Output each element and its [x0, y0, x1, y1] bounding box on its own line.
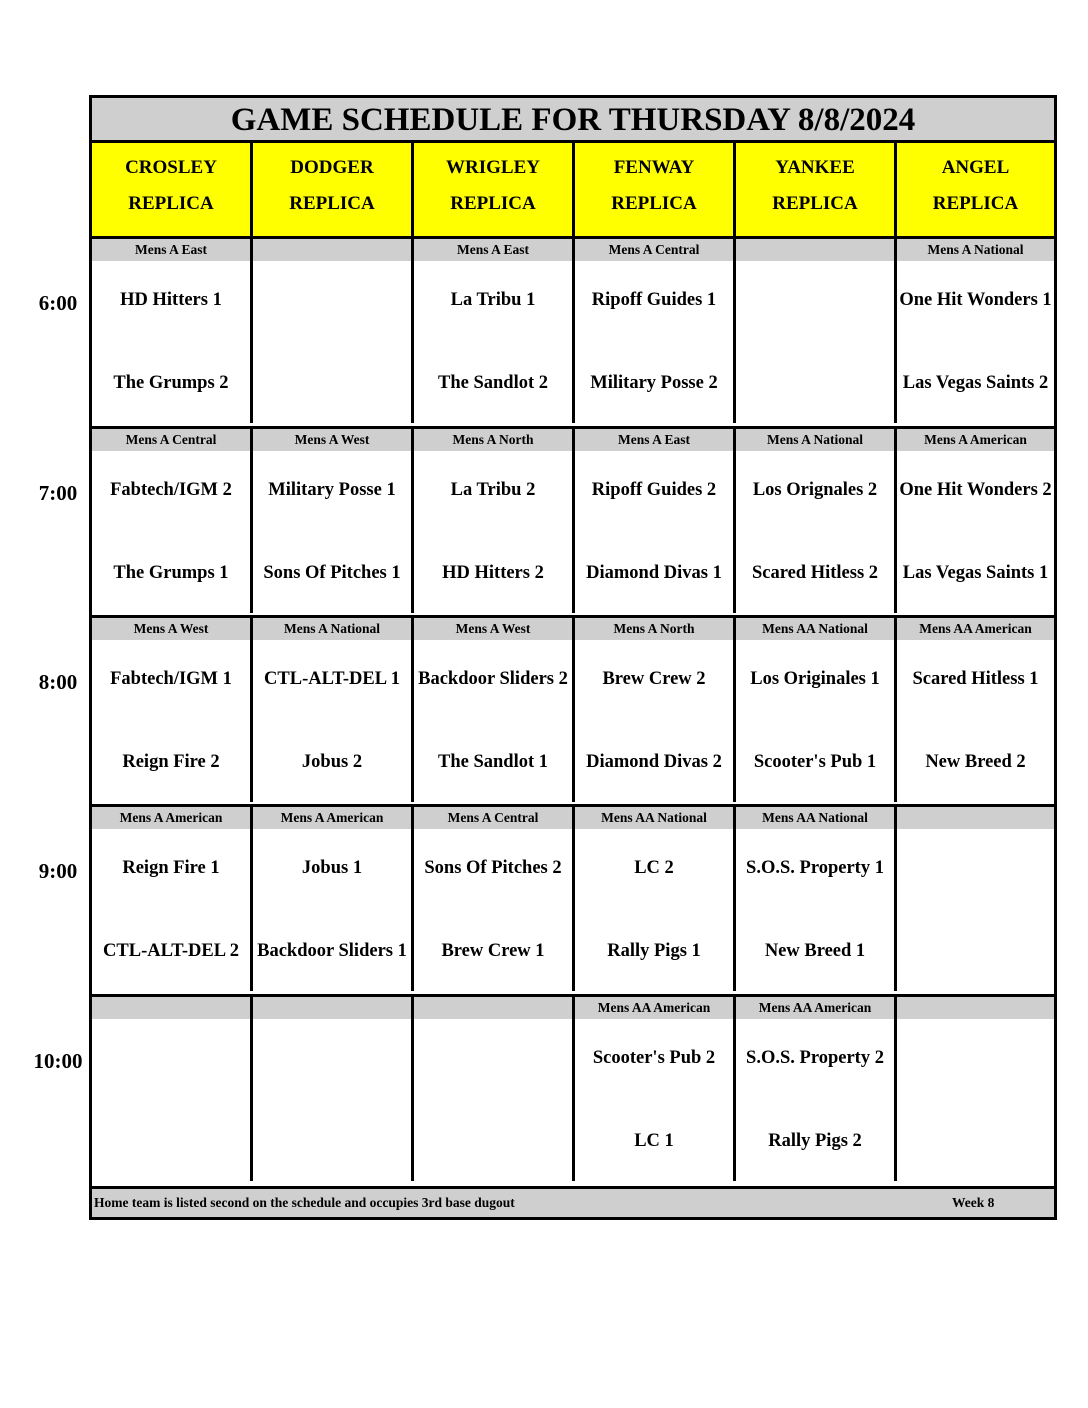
game-cell [92, 451, 253, 613]
home-team [738, 358, 892, 408]
game-cell [897, 640, 1054, 802]
away-team: Scared Hitless 1 [912, 669, 1039, 689]
away-team: Ripoff Guides 1 [591, 290, 717, 310]
page-title: GAME SCHEDULE FOR THURSDAY 8/8/2024 [92, 98, 1054, 143]
away-team: CTL-ALT-DEL 1 [264, 669, 400, 689]
division-label: Mens A Central [414, 807, 575, 829]
away-team: LC 2 [634, 858, 674, 878]
division-label: Mens A American [253, 807, 414, 829]
field-subtitle: REPLICA [289, 193, 375, 214]
game-cell [736, 1019, 897, 1181]
home-team: The Grumps 2 [113, 373, 229, 393]
field-name: ANGEL [941, 157, 1010, 178]
home-team: Jobus 2 [301, 752, 363, 772]
game-cell [897, 261, 1054, 423]
home-team: Las Vegas Saints 1 [902, 563, 1049, 583]
game-cell [736, 451, 897, 613]
away-team [255, 275, 409, 325]
time-label: 7:00 [38, 481, 78, 505]
division-label [253, 997, 414, 1019]
home-team: Scooter's Pub 1 [753, 752, 877, 772]
division-label: Mens A Central [92, 429, 253, 451]
game-cell [414, 640, 575, 802]
division-label: Mens A East [575, 429, 736, 451]
field-subtitle: REPLICA [932, 193, 1019, 214]
home-team [94, 1116, 248, 1166]
game-cell [897, 451, 1054, 613]
game-cell [414, 1019, 575, 1181]
home-team: The Sandlot 1 [437, 752, 548, 772]
division-label: Mens A National [927, 242, 1024, 257]
time-label: 10:00 [33, 1049, 83, 1073]
home-team [899, 1116, 1052, 1166]
time-label: 8:00 [38, 670, 78, 694]
division-row [92, 236, 1054, 264]
away-team: Reign Fire 1 [122, 858, 220, 878]
division-label: Mens A West [253, 429, 414, 451]
game-cell [414, 451, 575, 613]
division-label: Mens AA American [575, 997, 736, 1019]
away-team: La Tribu 2 [450, 480, 536, 500]
away-team: Fabtech/IGM 1 [110, 669, 232, 689]
home-team: The Grumps 1 [113, 563, 229, 583]
game-cell [575, 640, 736, 802]
game-cell [897, 829, 1054, 991]
home-team: HD Hitters 2 [442, 563, 544, 583]
division-label: Mens A American [92, 807, 253, 829]
away-team: La Tribu 1 [450, 290, 536, 310]
away-team: Backdoor Sliders 2 [418, 669, 568, 689]
field-header [92, 143, 253, 236]
away-team: Los Orignales 2 [752, 480, 878, 500]
division-label: Mens A West [92, 618, 253, 640]
away-team [899, 1033, 1052, 1083]
division-label: Mens A West [414, 618, 575, 640]
home-team: Sons Of Pitches 1 [263, 563, 401, 583]
home-team [255, 358, 409, 408]
field-subtitle: REPLICA [128, 193, 214, 214]
footer-bar [92, 1186, 1054, 1217]
field-name: CROSLEY [125, 157, 217, 178]
away-team: Ripoff Guides 2 [591, 480, 717, 500]
game-cell [253, 829, 414, 991]
field-subtitle: REPLICA [450, 193, 536, 214]
game-cell [736, 640, 897, 802]
home-team: Brew Crew 1 [441, 941, 545, 961]
game-cell [253, 1019, 414, 1181]
field-header [414, 143, 575, 236]
field-header [897, 143, 1054, 236]
division-label: Mens AA National [575, 807, 736, 829]
home-team: Rally Pigs 1 [607, 941, 701, 961]
away-team: One Hit Wonders 2 [899, 480, 1052, 500]
time-label: 9:00 [38, 859, 78, 883]
home-team: New Breed 1 [764, 941, 866, 961]
field-name: FENWAY [613, 157, 695, 178]
away-team: S.O.S. Property 1 [746, 858, 884, 878]
game-cell [92, 829, 253, 991]
away-team: One Hit Wonders 1 [899, 290, 1052, 310]
game-cell [575, 451, 736, 613]
game-cell [736, 829, 897, 991]
division-label [736, 239, 897, 261]
game-cell [575, 829, 736, 991]
time-label: 6:00 [38, 291, 78, 315]
home-team: New Breed 2 [925, 752, 1026, 772]
field-subtitle: REPLICA [772, 193, 858, 214]
home-team: Backdoor Sliders 1 [257, 941, 407, 961]
field-subtitle: REPLICA [611, 193, 697, 214]
home-team: The Sandlot 2 [437, 373, 548, 393]
schedule-table [89, 95, 1057, 1220]
division-label: Mens AA American [736, 997, 897, 1019]
home-team: Scared Hitless 2 [751, 563, 879, 583]
game-cell [897, 1019, 1054, 1181]
week-label: Week 8 [952, 1195, 995, 1210]
game-cell [92, 1019, 253, 1181]
field-name: WRIGLEY [446, 157, 540, 178]
game-cell [736, 261, 897, 423]
footer-note: Home team is listed second on the schedule and occupies 3rd base dugout [94, 1195, 515, 1210]
division-label: Mens A National [253, 618, 414, 640]
away-team [738, 275, 892, 325]
away-team: Fabtech/IGM 2 [110, 480, 232, 500]
home-team: Reign Fire 2 [122, 752, 220, 772]
division-label: Mens AA American [919, 621, 1032, 636]
field-header [253, 143, 414, 236]
home-team: Military Posse 2 [590, 373, 718, 393]
field-header [575, 143, 736, 236]
division-row [92, 804, 1054, 832]
away-team: S.O.S. Property 2 [746, 1048, 884, 1068]
division-label [897, 807, 1054, 829]
division-row [92, 615, 1054, 643]
away-team: Military Posse 1 [268, 480, 396, 500]
division-label: Mens A National [736, 429, 897, 451]
field-name: YANKEE [775, 157, 855, 178]
division-label: Mens A Central [575, 239, 736, 261]
division-label: Mens A North [575, 618, 736, 640]
away-team [416, 1033, 570, 1083]
game-cell [253, 640, 414, 802]
game-cell [414, 829, 575, 991]
home-team: Diamond Divas 1 [586, 563, 722, 583]
away-team [255, 1033, 409, 1083]
home-team [255, 1116, 409, 1166]
game-cell [414, 261, 575, 423]
division-label: Mens AA National [736, 618, 897, 640]
game-cell [575, 1019, 736, 1181]
away-team: Jobus 1 [301, 858, 363, 878]
away-team: HD Hitters 1 [120, 290, 222, 310]
division-label: Mens A American [924, 432, 1027, 447]
home-team: CTL-ALT-DEL 2 [103, 941, 239, 961]
home-team: Las Vegas Saints 2 [902, 373, 1049, 393]
division-label [897, 997, 1054, 1019]
away-team: Sons Of Pitches 2 [424, 858, 562, 878]
game-cell [92, 640, 253, 802]
away-team: Brew Crew 2 [602, 669, 706, 689]
game-cell [575, 261, 736, 423]
division-label: Mens A North [414, 429, 575, 451]
away-team [899, 843, 1052, 893]
field-header [736, 143, 897, 236]
home-team: LC 1 [634, 1131, 674, 1151]
division-label: Mens AA National [736, 807, 897, 829]
division-label: Mens A East [92, 239, 253, 261]
game-cell [253, 261, 414, 423]
division-label [253, 239, 414, 261]
division-row [92, 426, 1054, 454]
away-team: Los Originales 1 [750, 669, 880, 689]
away-team [94, 1033, 248, 1083]
home-team [899, 926, 1052, 976]
game-cell [253, 451, 414, 613]
division-label: Mens A East [414, 239, 575, 261]
home-team [416, 1116, 570, 1166]
division-label [414, 997, 575, 1019]
field-name: DODGER [290, 157, 374, 178]
home-team: Diamond Divas 2 [586, 752, 722, 772]
away-team: Scooter's Pub 2 [592, 1048, 716, 1068]
home-team: Rally Pigs 2 [768, 1131, 862, 1151]
division-row [92, 994, 1054, 1022]
division-label [92, 997, 253, 1019]
game-cell [92, 261, 253, 423]
